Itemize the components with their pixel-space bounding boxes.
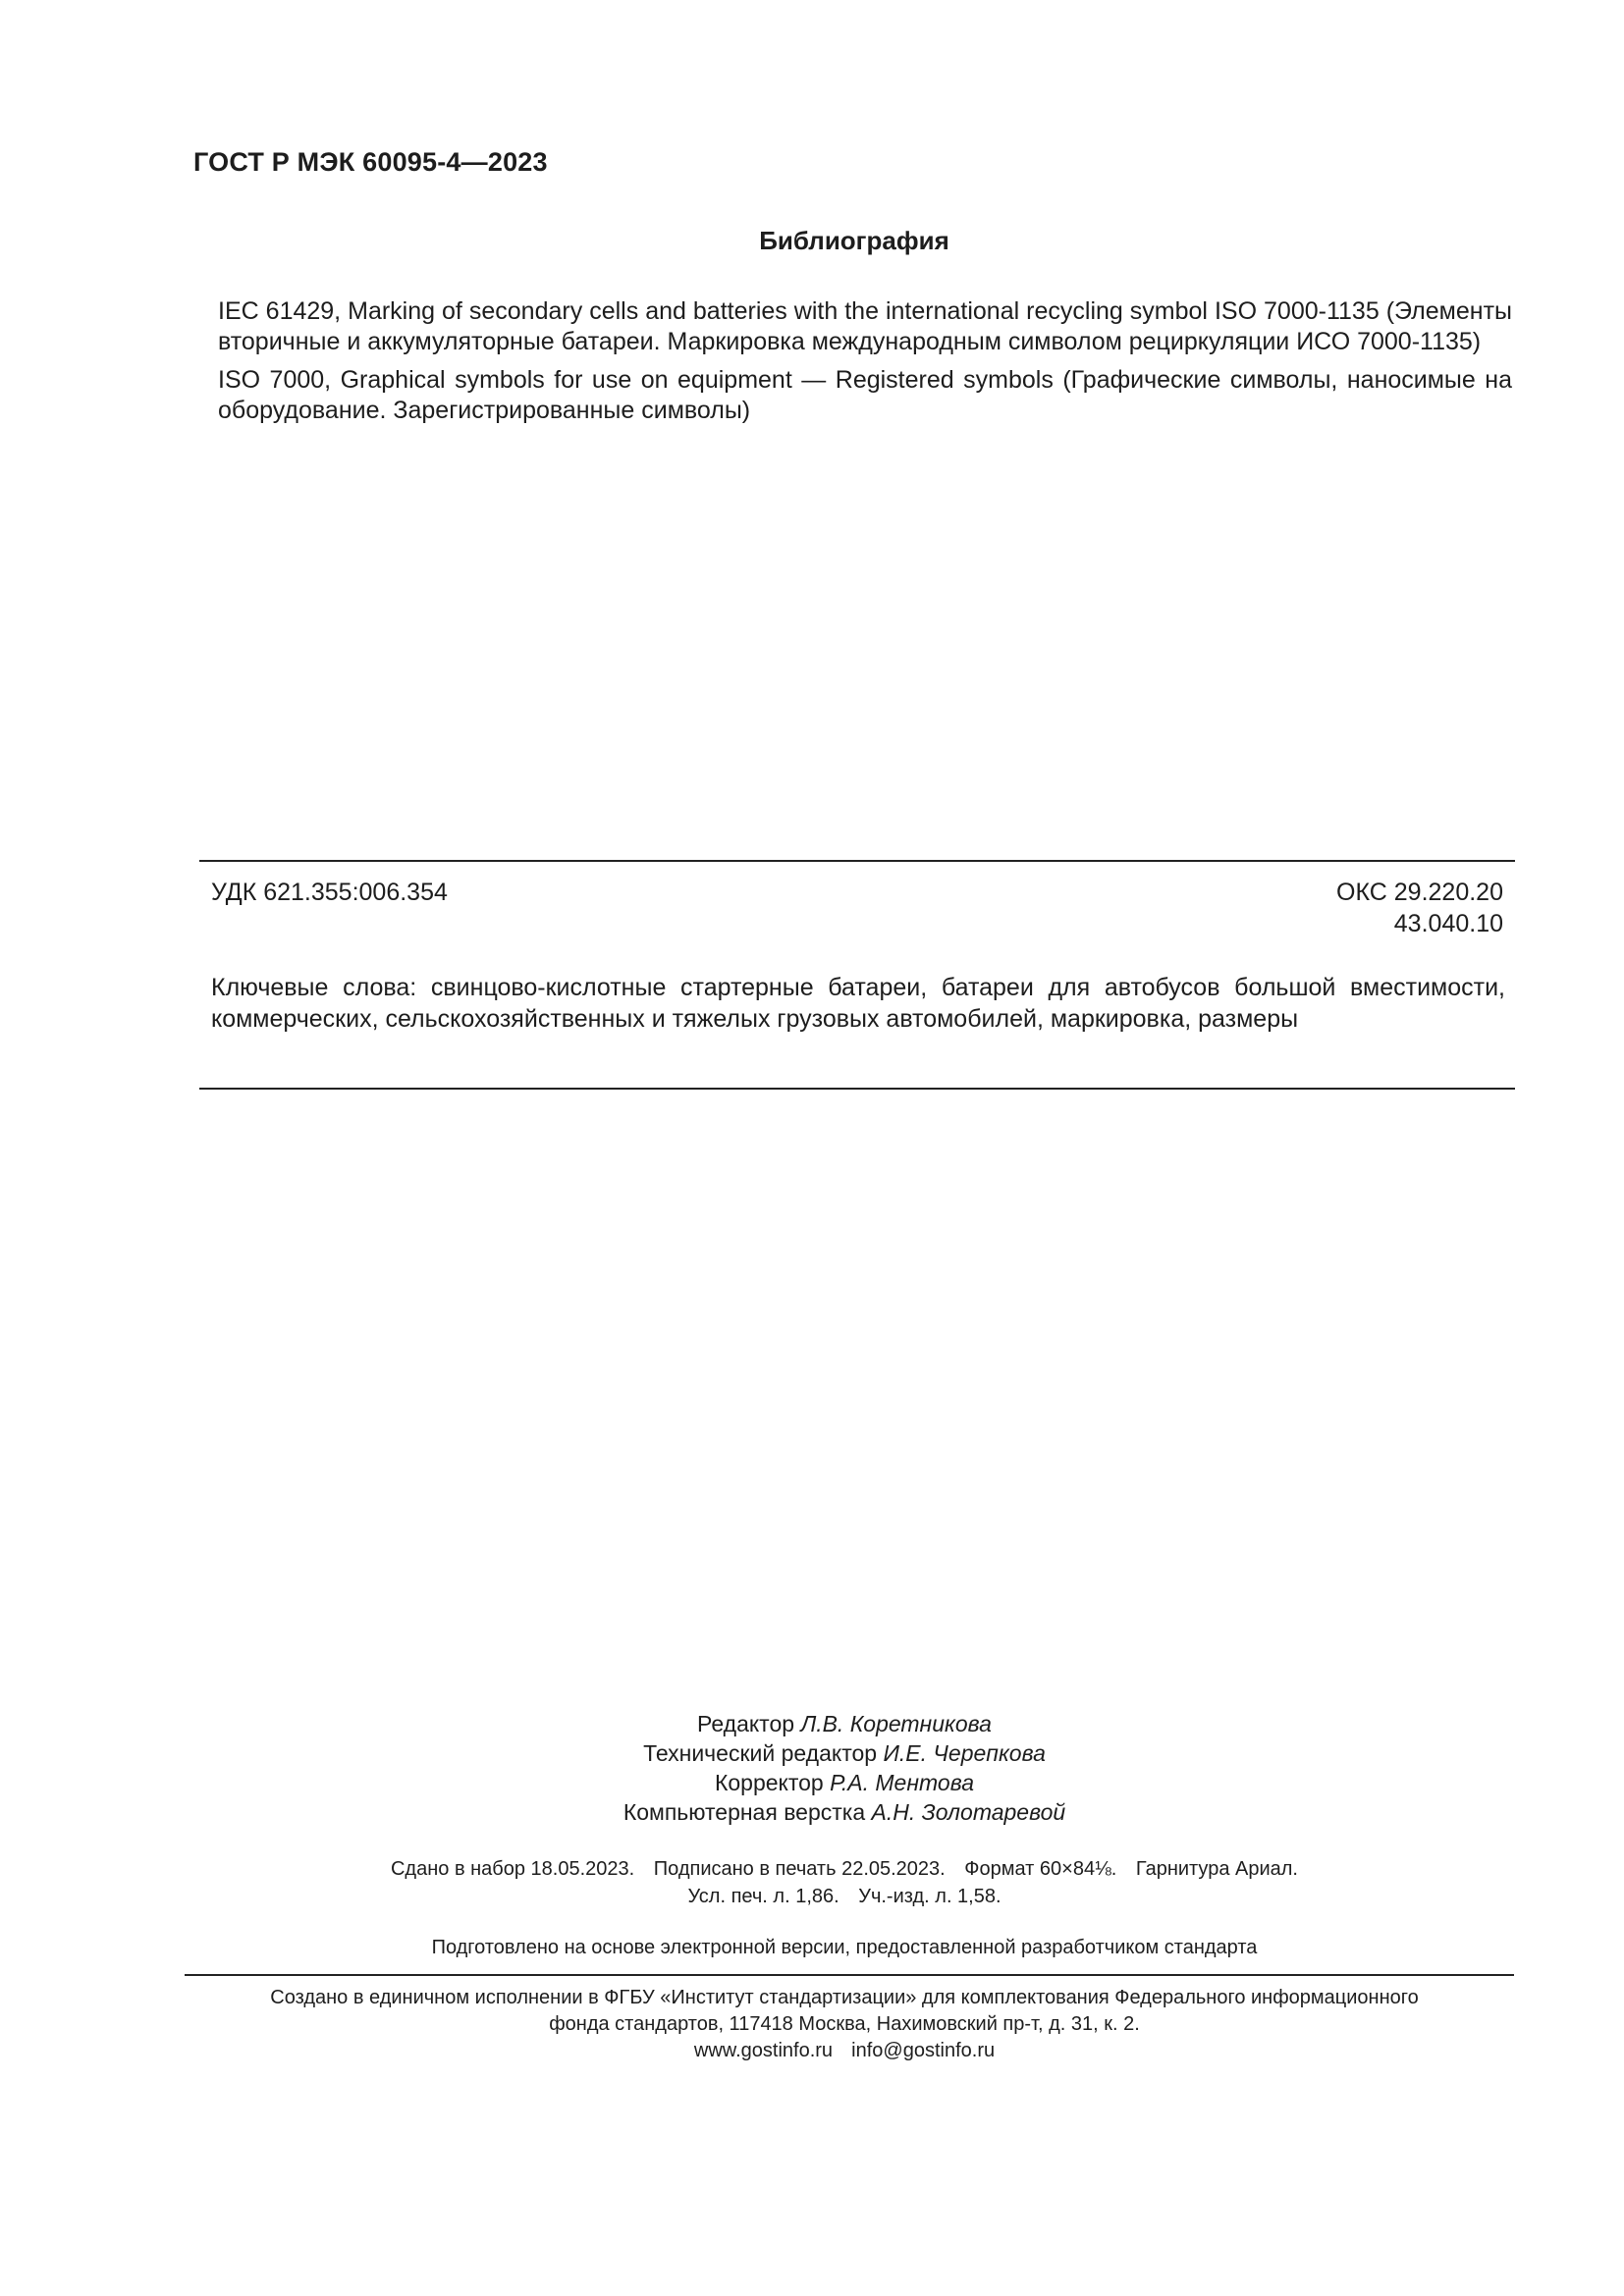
footer-contacts (0, 2038, 1624, 2064)
credit-name: Л.В. Коретникова (800, 1711, 992, 1736)
credit-role: Корректор (714, 1770, 824, 1795)
credit-proofreader (0, 1768, 1624, 1797)
divider-footer (185, 1974, 1514, 1976)
credit-role: Компьютерная верстка (623, 1799, 866, 1825)
print-info (0, 1855, 1624, 1910)
credit-name: И.Е. Черепкова (883, 1740, 1046, 1766)
bibliography-entry: IEC 61429, Marking of secondary cells and batteries with the international recycling symbol ISO 7000-1135 (Элементы вторичные и аккумуляторные батареи. Маркировка международным символом рециркуляции ИСО 7000-1135) (218, 297, 1512, 355)
bibliography-title: Библиография (759, 226, 949, 255)
email-link[interactable]: info@gostinfo.ru (851, 2040, 996, 2061)
paper-format: Формат 60×84⅛. (964, 1858, 1117, 1880)
signed-date: Подписано в печать 22.05.2023. (653, 1858, 946, 1880)
print-info-line-2 (0, 1883, 1624, 1910)
oks-code-line: ОКС 29.220.20 (1336, 879, 1503, 906)
footer-line-1: Создано в единичном исполнении в ФГБУ «Институт стандартизации» для комплектования Федерального информационного (270, 1987, 1419, 2008)
bibliography-list (218, 296, 1512, 434)
udk-code: УДК 621.355:006.354 (211, 879, 448, 906)
credit-role: Редактор (697, 1711, 795, 1736)
oks-code-line: 43.040.10 (1393, 910, 1503, 937)
publisher-sheets: Уч.-изд. л. 1,58. (858, 1886, 1001, 1907)
footer-info (0, 1985, 1624, 2064)
editorial-credits (0, 1709, 1624, 1827)
bibliography-entry: ISO 7000, Graphical symbols for use on equipment — Registered symbols (Графические символы, наносимые на оборудование. Зарегистрированные символы) (218, 366, 1512, 424)
credit-name: А.Н. Золотаревой (871, 1799, 1066, 1825)
print-sheets: Усл. печ. л. 1,86. (687, 1886, 839, 1907)
divider-top (199, 860, 1515, 862)
credit-role: Технический редактор (643, 1740, 878, 1766)
typeface: Гарнитура Ариал. (1135, 1858, 1298, 1880)
credit-technical-editor (0, 1738, 1624, 1768)
oks-codes (1336, 877, 1503, 939)
credit-editor (0, 1709, 1624, 1738)
standard-code: ГОСТ Р МЭК 60095-4—2023 (193, 147, 548, 177)
prepared-note: Подготовлено на основе электронной версии, предоставленной разработчиком стандарта (431, 1937, 1258, 1958)
credit-name: Р.А. Ментова (830, 1770, 974, 1795)
website-link[interactable]: www.gostinfo.ru (693, 2040, 834, 2061)
footer-line-2: фонда стандартов, 117418 Москва, Нахимовский пр-т, д. 31, к. 2. (549, 2013, 1140, 2035)
divider-bottom (199, 1088, 1515, 1090)
keywords: Ключевые слова: свинцово-кислотные стартерные батареи, батареи для автобусов большой вместимости, коммерческих, сельскохозяйственных и тяжелых грузовых автомобилей, маркировка, размеры (211, 974, 1505, 1033)
credit-layout (0, 1797, 1624, 1827)
typeset-date: Сдано в набор 18.05.2023. (390, 1858, 635, 1880)
print-info-line-1 (0, 1855, 1624, 1883)
